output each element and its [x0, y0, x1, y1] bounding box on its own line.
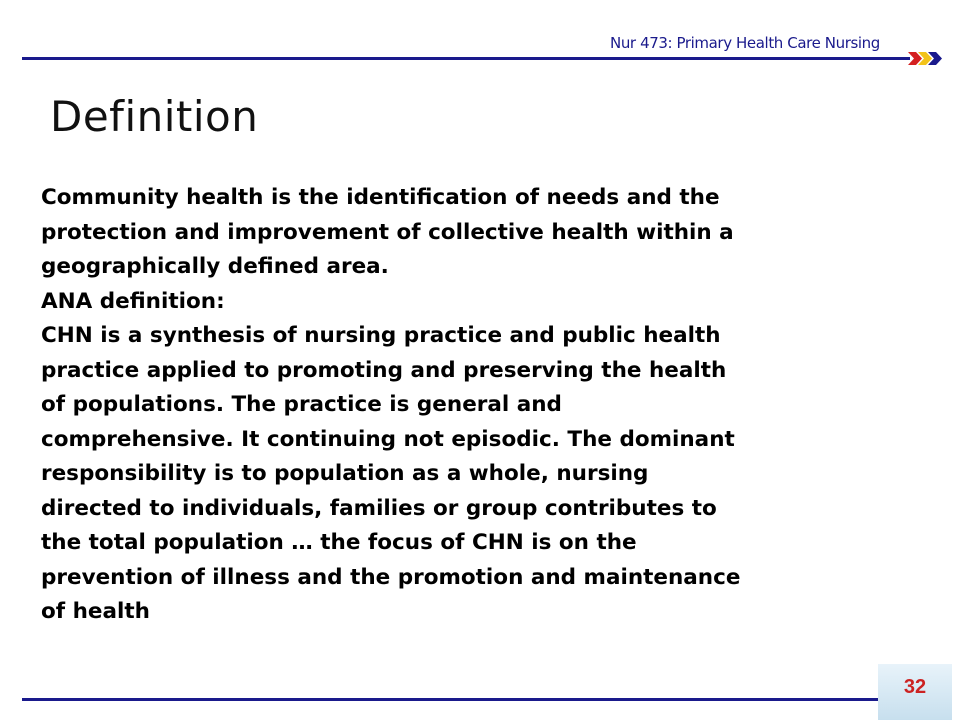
body-line-5: CHN is a synthesis of nursing practice and public health: [41, 323, 721, 348]
body-line-4: ANA definition:: [41, 288, 225, 314]
body-line-6: practice applied to promoting and preserving the health: [41, 357, 727, 383]
body-line-11: the total population … the focus of CHN is on the: [41, 530, 637, 555]
page-badge: [878, 664, 960, 720]
body-line-7: of populations. The practice is general and: [41, 392, 562, 417]
arrows-icon: [908, 52, 944, 65]
body-line-8: comprehensive. It continuing not episodic. The dominant: [41, 426, 735, 452]
slide-body: [41, 181, 931, 630]
body-line-9: responsibility is to population as a whole, nursing: [41, 461, 649, 486]
slide-title: Definition: [50, 92, 259, 141]
body-line-12: prevention of illness and the promotion and maintenance: [41, 564, 741, 590]
body-line-10: directed to individuals, families or group contributes to: [41, 495, 717, 521]
course-header: Nur 473: Primary Health Care Nursing: [610, 34, 880, 52]
bottom-rule: [22, 698, 878, 701]
body-line-3: geographically defined area.: [41, 254, 389, 279]
body-line-1: Community health is the identification of needs and the: [41, 185, 720, 210]
page-number: 32: [903, 676, 927, 698]
body-line-13: of health: [41, 599, 150, 624]
top-rule: [22, 57, 910, 60]
body-line-2: protection and improvement of collective health within a: [41, 219, 734, 245]
